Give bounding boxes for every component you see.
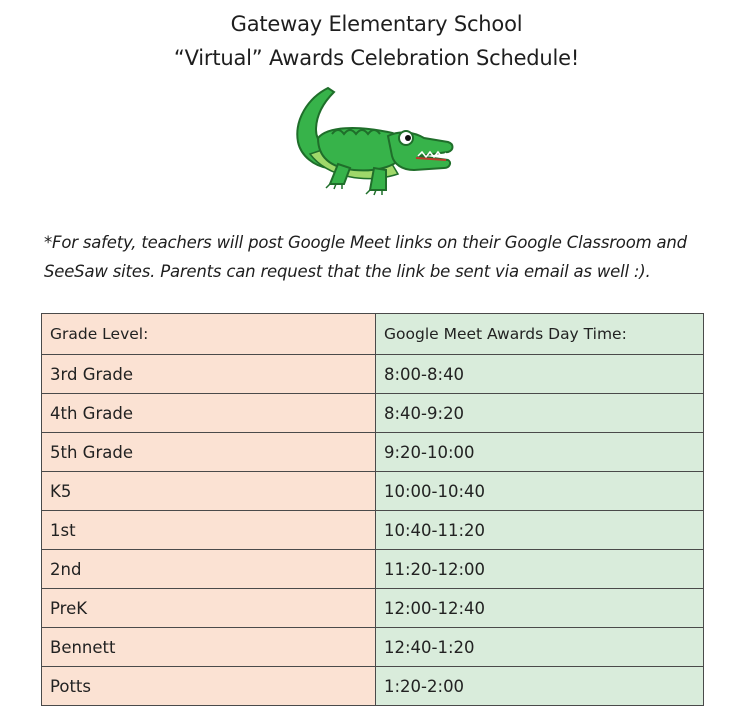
time-cell: 11:20-12:00 — [376, 550, 704, 589]
time-cell: 1:20-2:00 — [376, 667, 704, 706]
grade-cell: Potts — [42, 667, 376, 706]
grade-cell: PreK — [42, 589, 376, 628]
grade-cell: K5 — [42, 472, 376, 511]
time-cell: Google Meet Awards Day Time: — [376, 314, 704, 355]
time-cell: 10:40-11:20 — [376, 511, 704, 550]
page-subtitle: “Virtual” Awards Celebration Schedule! — [173, 46, 580, 70]
table-row — [42, 394, 704, 433]
grade-cell: 3rd Grade — [42, 355, 376, 394]
time-cell: 9:20-10:00 — [376, 433, 704, 472]
table-row — [42, 628, 704, 667]
time-cell: 12:40-1:20 — [376, 628, 704, 667]
grade-cell: 4th Grade — [42, 394, 376, 433]
alligator-icon — [288, 80, 456, 198]
grade-cell: 1st — [42, 511, 376, 550]
grade-cell: 2nd — [42, 550, 376, 589]
grade-cell: Grade Level: — [42, 314, 376, 355]
table-row — [42, 355, 704, 394]
table-row — [42, 667, 704, 706]
table-header-row — [42, 314, 704, 355]
time-cell: 12:00-12:40 — [376, 589, 704, 628]
table-row — [42, 550, 704, 589]
table-row — [42, 472, 704, 511]
schedule-table — [41, 313, 704, 706]
table-row — [42, 589, 704, 628]
grade-cell: Bennett — [42, 628, 376, 667]
table-row — [42, 511, 704, 550]
school-title: Gateway Elementary School — [230, 12, 523, 36]
time-cell: 8:40-9:20 — [376, 394, 704, 433]
time-cell: 8:00-8:40 — [376, 355, 704, 394]
table-row — [42, 433, 704, 472]
safety-note: *For safety, teachers will post Google Meet links on their Google Classroom and SeeSaw sites. Parents can request that the link be sent via email as well :). — [44, 233, 687, 281]
time-cell: 10:00-10:40 — [376, 472, 704, 511]
grade-cell: 5th Grade — [42, 433, 376, 472]
